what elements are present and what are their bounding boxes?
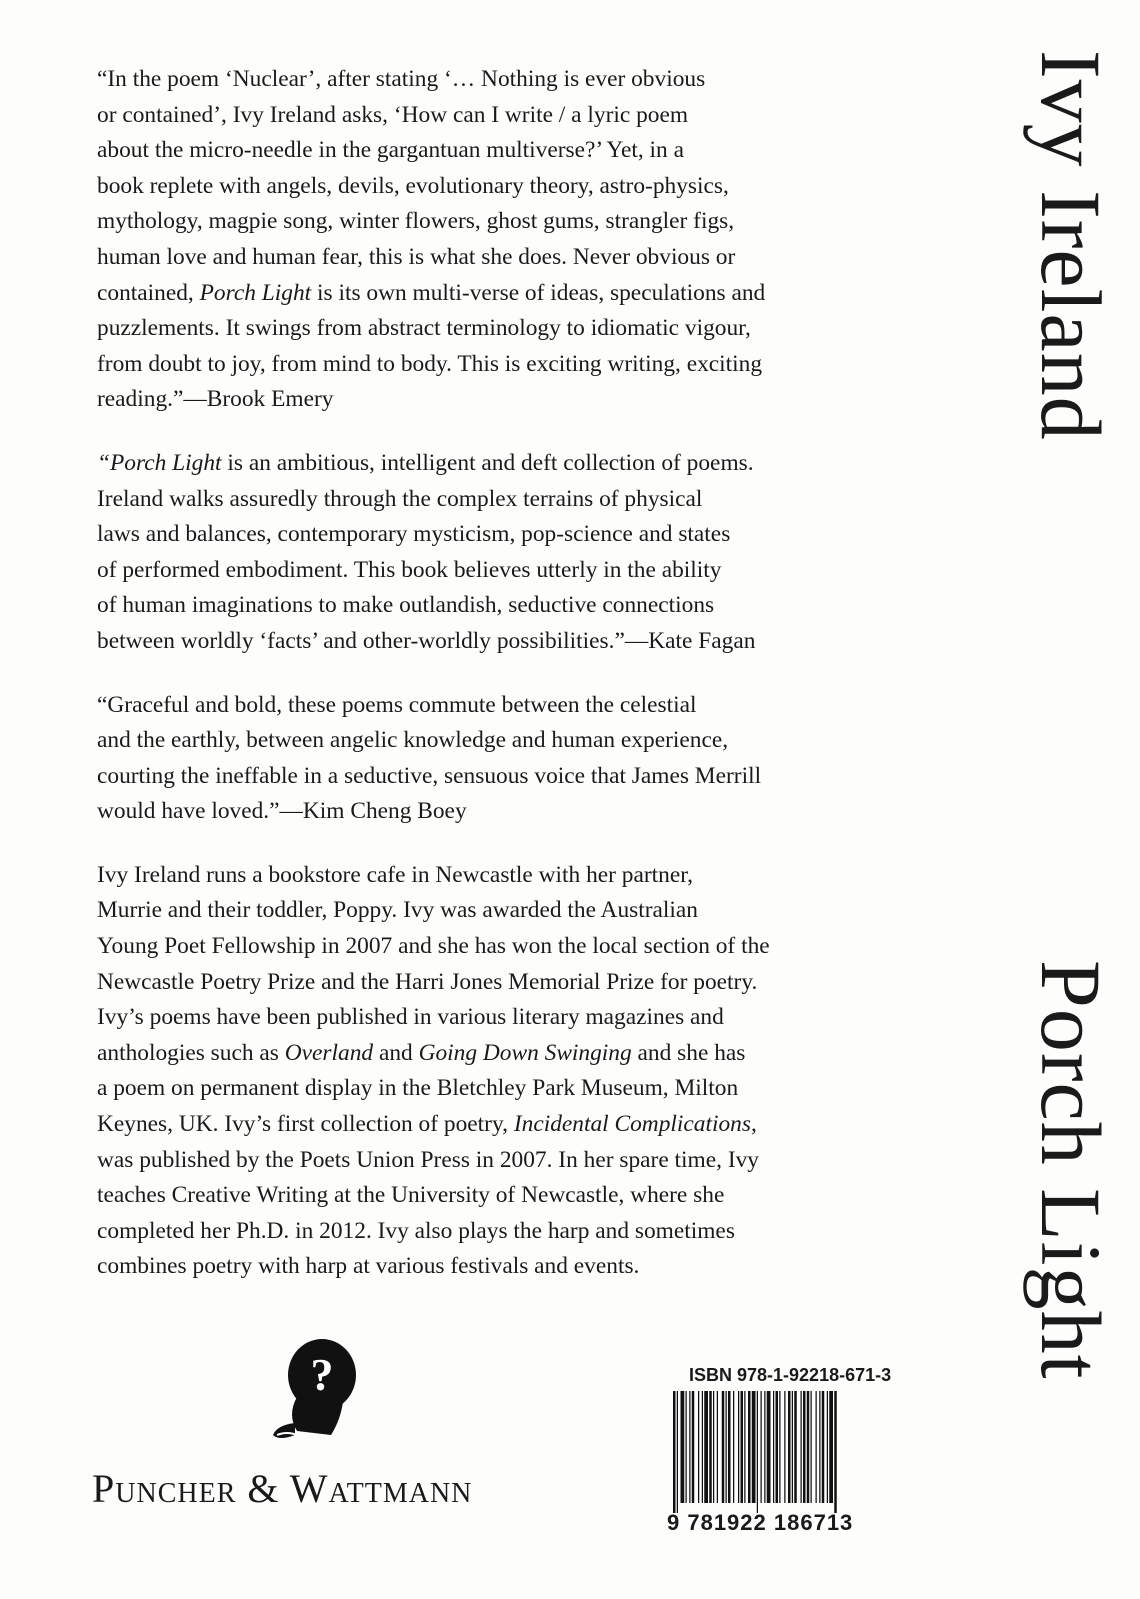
text-segment: of human imaginations to make outlandish, seductive connections [97, 592, 715, 619]
text-segment: reading.”—Brook Emery [97, 386, 334, 413]
text-line [97, 1000, 927, 1036]
isbn-label: ISBN 978-1-92218-671-3 [689, 1365, 892, 1385]
text-segment: anthologies such as [97, 1039, 285, 1066]
author-bio [97, 858, 927, 1285]
barcode-bar [698, 1391, 699, 1503]
barcode-bar [748, 1391, 751, 1503]
text-segment: was published by the Poets Union Press in 2007. In her spare time, Ivy [97, 1146, 759, 1173]
isbn-barcode [667, 1365, 899, 1545]
barcode-bar [733, 1391, 734, 1503]
text-line [97, 446, 927, 482]
barcode-bar [792, 1391, 793, 1503]
barcode-bar [713, 1391, 714, 1503]
text-line [97, 98, 927, 134]
text-segment: is its own multi-verse of ideas, speculations and [311, 279, 766, 306]
barcode-bar [704, 1391, 708, 1503]
text-line [97, 347, 927, 383]
text-segment: teaches Creative Writing at the University of Newcastle, where she [97, 1182, 725, 1209]
text-segment: Ireland walks assuredly through the complex terrains of physical [97, 485, 703, 512]
text-segment: combines poetry with harp at various festivals and events. [97, 1253, 640, 1280]
text-segment: laws and balances, contemporary mysticism, pop-science and states [97, 521, 731, 548]
text-segment: puzzlements. It swings from abstract terminology to idiomatic vigour, [97, 315, 751, 342]
text-segment: contained, [97, 279, 200, 306]
barcode-bar [776, 1391, 779, 1503]
text-line [97, 517, 927, 553]
text-segment: would have loved.”—Kim Cheng Boey [97, 798, 467, 825]
barcode-bar [757, 1391, 758, 1513]
text-line [97, 759, 927, 795]
text-line [97, 169, 927, 205]
text-line [97, 794, 927, 830]
barcode-bar [811, 1391, 812, 1503]
barcode-bar [767, 1391, 771, 1503]
text-line [97, 965, 927, 1001]
barcode-bar [807, 1391, 810, 1503]
text-line [97, 1249, 927, 1285]
text-segment: completed her Ph.D. in 2012. Ivy also plays the harp and sometimes [97, 1217, 735, 1244]
svg-text:?: ? [310, 1349, 334, 1400]
text-line [97, 588, 927, 624]
text-segment: from doubt to joy, from mind to body. This is exciting writing, exciting [97, 350, 763, 377]
barcode-bar [689, 1391, 690, 1503]
barcode-bar [819, 1391, 820, 1503]
text-line [97, 311, 927, 347]
barcode-bars [667, 1391, 899, 1513]
barcode-bar [744, 1391, 745, 1503]
text-line [97, 204, 927, 240]
barcode-bar [709, 1391, 712, 1503]
text-line [97, 482, 927, 518]
barcode-bar [681, 1391, 685, 1503]
text-segment: Murrie and their toddler, Poppy. Ivy was awarded the Australian [97, 897, 698, 924]
publisher-block [92, 1335, 562, 1535]
text-segment: between worldly ‘facts’ and other-worldly possibilities.”—Kate Fagan [97, 627, 756, 654]
text-segment: courting the ineffable in a seductive, sensuous voice that James Merrill [97, 762, 762, 789]
barcode-bar [692, 1391, 695, 1503]
barcode-bar [741, 1391, 744, 1503]
text-segment: book replete with angels, devils, evolutionary theory, astro-physics, [97, 172, 729, 199]
barcode-bar [702, 1391, 703, 1503]
barcode-bar [788, 1391, 791, 1503]
text-segment: Young Poet Fellowship in 2007 and she has won the local section of the [97, 933, 770, 960]
text-segment: and the earthly, between angelic knowledge and human experience, [97, 727, 729, 754]
text-line [97, 553, 927, 589]
text-segment: or contained’, Ivy Ireland asks, ‘How can I write / a lyric poem [97, 101, 689, 128]
barcode-bar [764, 1391, 765, 1503]
text-segment: mythology, magpie song, winter flowers, ghost gums, strangler figs, [97, 208, 735, 235]
text-segment: Overland [284, 1039, 374, 1066]
text-line [97, 133, 927, 169]
text-segment: human love and human fear, this is what she does. Never obvious or [97, 243, 736, 270]
barcode-bar [803, 1391, 806, 1503]
text-segment: Ivy’s poems have been published in various literary magazines and [97, 1004, 724, 1031]
text-segment: Porch Light [199, 279, 312, 306]
barcode-bar [822, 1391, 825, 1503]
text-line [97, 858, 927, 894]
barcode-bar [673, 1391, 676, 1513]
text-line [97, 382, 927, 418]
barcode-bar [816, 1391, 817, 1503]
review-quote [97, 688, 927, 830]
text-segment: “Graceful and bold, these poems commute between the celestial [97, 691, 697, 718]
barcode-bar [801, 1391, 802, 1503]
text-line [97, 929, 927, 965]
barcode-bar [829, 1391, 833, 1503]
barcode-bar [677, 1391, 678, 1513]
text-segment: Incidental Complications [513, 1111, 751, 1138]
text-line [97, 62, 927, 98]
spine-title: Porch Light [1023, 960, 1119, 1380]
text-segment: “In the poem ‘Nuclear’, after stating ‘… Nothing is ever obvious [97, 66, 706, 92]
barcode-bar [779, 1391, 780, 1503]
barcode-bar [717, 1391, 718, 1503]
blurb-section [97, 62, 927, 1313]
text-line [97, 240, 927, 276]
barcode-bar [728, 1391, 731, 1503]
barcode-bar [834, 1391, 837, 1513]
text-segment: and [373, 1039, 419, 1066]
barcode-bar [726, 1391, 727, 1503]
barcode-bar [686, 1391, 687, 1503]
text-segment: Going Down Swinging [418, 1039, 632, 1066]
text-segment: is an ambitious, intelligent and deft collection of poems. [221, 449, 754, 476]
text-line [97, 1143, 927, 1179]
text-line [97, 893, 927, 929]
text-line [97, 624, 927, 660]
spine-author: Ivy Ireland [1023, 50, 1119, 441]
text-line [97, 1071, 927, 1107]
text-segment: of performed embodiment. This book believes utterly in the ability [97, 556, 722, 583]
barcode-bar [738, 1391, 739, 1503]
text-line [97, 1214, 927, 1250]
text-segment: a poem on permanent display in the Bletchley Park Museum, Milton [97, 1075, 739, 1102]
text-segment: Newcastle Poetry Prize and the Harri Jones Memorial Prize for poetry. [97, 968, 758, 995]
barcode-bar [794, 1391, 797, 1503]
publisher-name: Puncher & Wattmann [92, 1466, 473, 1511]
review-quote [97, 446, 927, 660]
text-segment: Keynes, UK. Ivy’s first collection of poetry, [97, 1111, 514, 1138]
barcode-bar [827, 1391, 828, 1503]
barcode-digits: 9 781922 186713 [667, 1510, 854, 1535]
barcode-bar [752, 1391, 756, 1503]
text-line [97, 276, 927, 312]
text-line [97, 1178, 927, 1214]
text-line [97, 723, 927, 759]
text-segment: , [750, 1111, 757, 1138]
barcode-bar [722, 1391, 725, 1503]
text-segment: Ivy Ireland runs a bookstore cafe in Newcastle with her partner, [97, 861, 693, 888]
barcode-bar [773, 1391, 774, 1503]
text-line [97, 1107, 927, 1143]
barcode-bar [761, 1391, 762, 1503]
text-segment: “Porch Light [97, 449, 222, 476]
text-line [97, 1036, 927, 1072]
text-segment: about the micro-needle in the gargantuan multiverse?’ Yet, in a [97, 137, 684, 164]
text-segment: and she has [631, 1039, 746, 1066]
review-quote [97, 62, 927, 418]
barcode-bar [784, 1391, 785, 1503]
spine [1016, 50, 1126, 1550]
text-line [97, 688, 927, 724]
boxing-glove-question-mark-icon [267, 1335, 367, 1450]
